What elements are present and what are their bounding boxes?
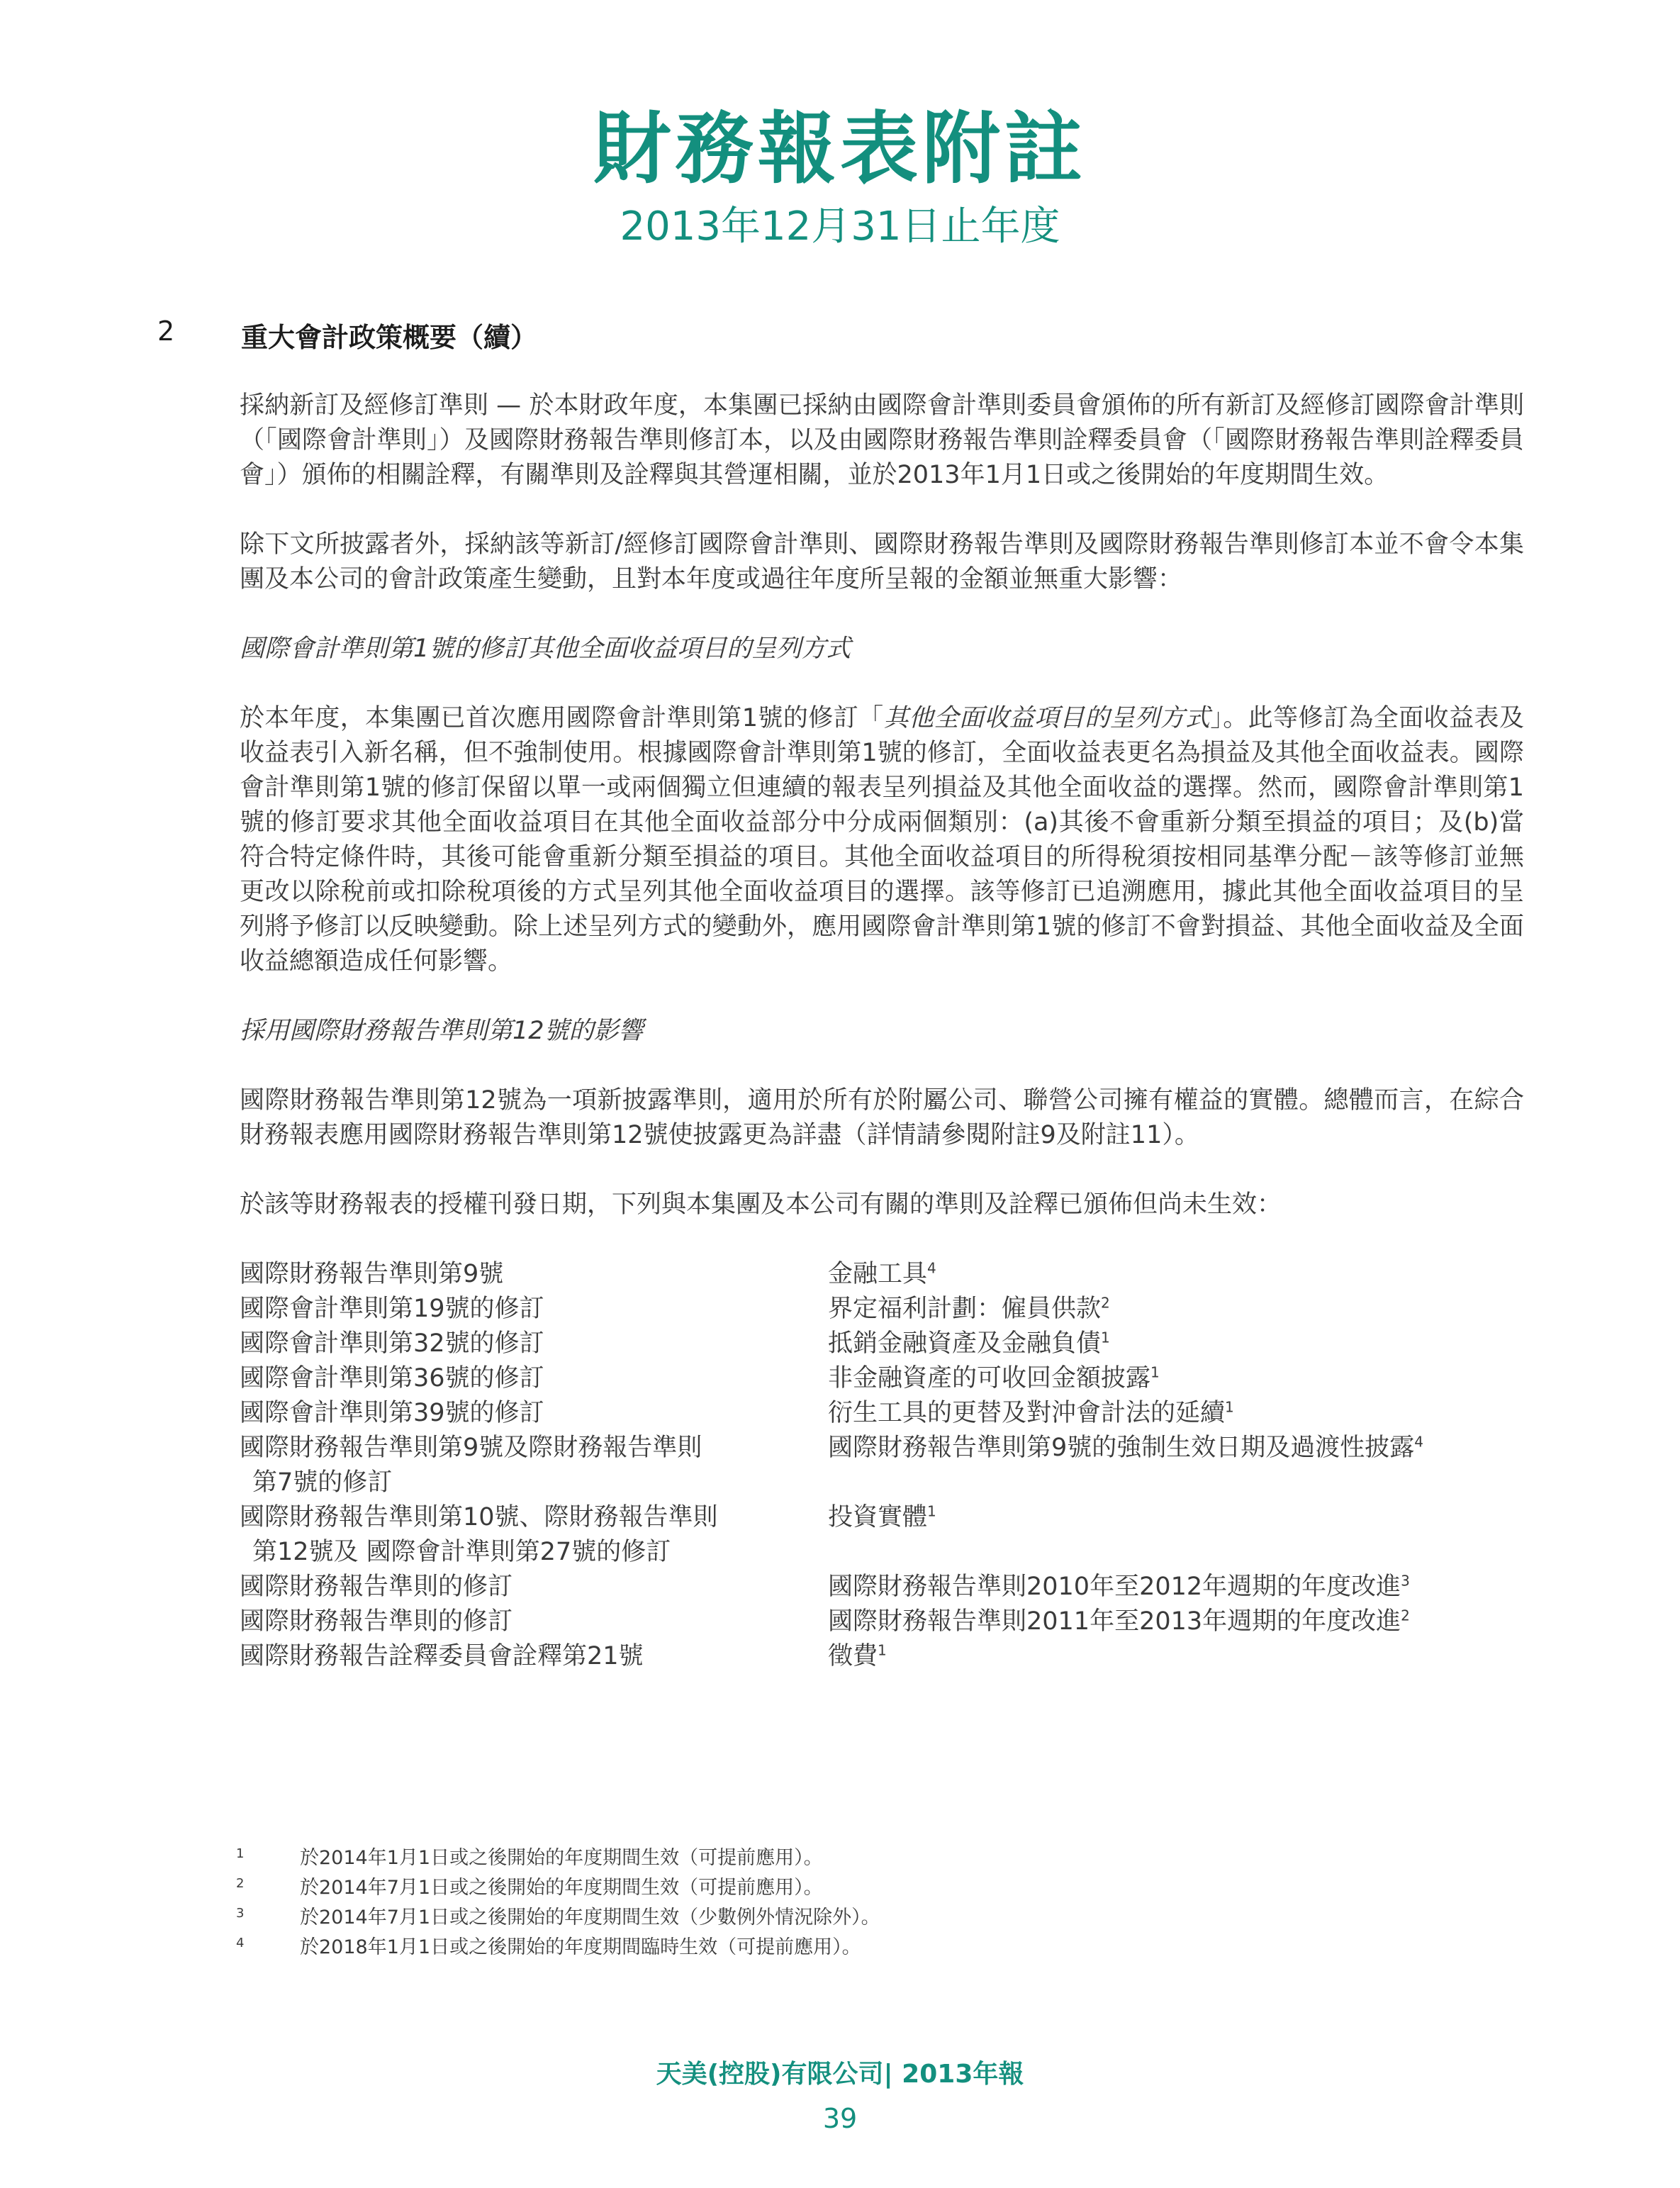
standard-description: 非金融資產的可收回金額披露$^1$ [828,1363,1160,1392]
footnote-ref: 2 [1401,1607,1410,1624]
section-heading [157,316,1504,358]
footnote-text: 於2018年1月1日或之後開始的年度期間臨時生效（可提前應用）。 [300,1936,861,1958]
standard-name: 國際財務報告準則第9號 [240,1260,504,1288]
standard-row [240,1327,1524,1361]
paragraph-disclosure: 除下文所披露者外，採納該等新訂/經修訂國際會計準則、國際財務報告準則及國際財務報告準則修訂本並不會令本集團及本公司的會計政策產生變動，且對本年度或過往年度所呈報的金額並無重大影響： [240,530,1524,593]
section-title: 重大會計政策概要（續） [241,322,538,353]
footnote-ref: 4 [1414,1433,1424,1451]
footnote-ref: 3 [1401,1572,1410,1590]
standard-name: 國際財務報告準則第10號、際財務報告準則 第12號及 國際會計準則第27號的修訂 [240,1503,718,1566]
section-number: 2 [157,316,175,347]
footnote-mark: 3 [236,1906,245,1921]
footnote-text: 於2014年1月1日或之後開始的年度期間生效（可提前應用）。 [300,1847,823,1869]
standard-row [240,1361,1524,1396]
paragraph-issued-not-effective: 於該等財務報表的授權刊發日期，下列與本集團及本公司有關的準則及詮釋已頒佈但尚未生效： [240,1190,1282,1219]
standard-row [240,1431,1524,1500]
main-content [240,389,1524,1674]
paragraph-ias1-post: 」。此等修訂為全面收益表及收益表引入新名稱，但不強制使用。根據國際會計準則第1號的修訂，全面收益表更名為損益及其他全面收益表。國際會計準則第1號的修訂保留以單一或兩個獨立但連續的報表呈列損益及其他全面收益的選擇。然而，國際會計準則第1號的修訂要求其他全面收益項目在其他全面收益部分中分成兩個類別：(a)其後不會重新分類至損益的項目；及(b)當符合特定條件時，其後可能會重新分類至損益的項目。其他全面收益項目的所得稅須按相同基準分配－該等修訂並無更改以除稅前或扣除稅項後的方式呈列其他全面收益項目的選擇。該等修訂已追溯應用，據此其他全面收益項目的呈列將予修訂以反映變動。除上述呈列方式的變動外，應用國際會計準則第1號的修訂不會對損益、其他全面收益及全面收益總額造成任何影響。 [240,704,1524,976]
footnote-text: 於2014年7月1日或之後開始的年度期間生效（可提前應用）。 [300,1877,823,1899]
footnote [236,1903,1441,1933]
footnote-ref: 4 [927,1259,936,1277]
page-header [0,99,1680,252]
footnote-ref: 1 [1101,1329,1110,1346]
standard-row [240,1639,1524,1674]
standard-description: 投資實體$^1$ [828,1502,936,1531]
paragraph-ias1-italic: 其他全面收益項目的呈列方式 [883,704,1211,732]
standard-description: 抵銷金融資產及金融負債$^1$ [828,1329,1110,1358]
standard-row [240,1500,1524,1570]
standard-description: 金融工具$^4$ [828,1259,936,1288]
standard-row [240,1604,1524,1639]
standard-row [240,1396,1524,1431]
standard-name: 國際財務報告準則第9號及際財務報告準則 第7號的修訂 [240,1434,702,1497]
paragraph-ias1 [240,701,1524,979]
paragraph-adoption: 採納新訂及經修訂準則 — 於本財政年度，本集團已採納由國際會計準則委員會頒佈的所有新訂及經修訂國際會計準則（「國際會計準則」）及國際財務報告準則修訂本，以及由國際財務報告準則詮釋委員會（「國際財務報告準則詮釋委員會」）頒佈的相關詮釋，有關準則及詮釋與其營運相關，並於2013年1月1日或之後開始的年度期間生效。 [240,391,1524,489]
footnote-text: 於2014年7月1日或之後開始的年度期間生效（少數例外情況除外）。 [300,1907,880,1929]
standard-name: 國際財務報告詮釋委員會詮釋第21號 [240,1642,644,1670]
standard-description: 衍生工具的更替及對沖會計法的延續$^1$ [828,1398,1234,1427]
footnote [236,1873,1441,1903]
page-title: 財務報表附註 [593,104,1087,194]
footnote [236,1843,1441,1873]
page-number: 39 [822,2103,858,2134]
footnote [236,1933,1441,1963]
standard-name: 國際財務報告準則的修訂 [240,1573,513,1601]
standard-name: 國際會計準則第32號的修訂 [240,1329,544,1358]
footnotes [236,1843,1441,1963]
footnote-mark: 2 [236,1876,245,1891]
standard-row [240,1292,1524,1327]
page-subtitle: 2013年12月31日止年度 [620,203,1060,250]
footnote-ref: 2 [1101,1294,1110,1312]
footnote-ref: 1 [1225,1398,1234,1416]
paragraph-ifrs12: 國際財務報告準則第12號為一項新披露準則，適用於所有於附屬公司、聯營公司擁有權益的實體。總體而言，在綜合財務報表應用國際財務報告準則第12號使披露更為詳盡（詳情請參閱附註9及附註11）。 [240,1086,1524,1149]
subheading-ifrs12: 採用國際財務報告準則第12號的影響 [240,1017,644,1045]
standard-name: 國際會計準則第39號的修訂 [240,1399,544,1427]
footnote-mark: 1 [236,1846,245,1861]
standard-name: 國際會計準則第19號的修訂 [240,1295,544,1323]
standards-list [240,1257,1524,1674]
standard-description: 徵費$^1$ [828,1641,887,1670]
page-footer [0,2056,1680,2138]
footer-company: 天美(控股)有限公司| 2013年報 [656,2060,1024,2089]
standard-description: 國際財務報告準則第9號的強制生效日期及過渡性披露$^4$ [828,1433,1424,1462]
standard-row [240,1257,1524,1292]
standard-name: 國際會計準則第36號的修訂 [240,1364,544,1392]
standard-description: 國際財務報告準則2010年至2012年週期的年度改進$^3$ [828,1572,1410,1601]
subheading-ias1: 國際會計準則第1號的修訂其他全面收益項目的呈列方式 [240,635,851,663]
paragraph-ias1-pre: 於本年度，本集團已首次應用國際會計準則第1號的修訂「 [240,704,884,732]
standard-description: 界定福利計劃：僱員供款$^2$ [828,1294,1110,1323]
standard-description: 國際財務報告準則2011年至2013年週期的年度改進$^2$ [828,1607,1410,1636]
standard-name: 國際財務報告準則的修訂 [240,1607,513,1636]
footnote-ref: 1 [1150,1363,1160,1381]
footnote-ref: 1 [878,1641,887,1659]
standard-row [240,1570,1524,1604]
footnote-mark: 4 [236,1936,245,1950]
footnote-ref: 1 [927,1502,936,1520]
